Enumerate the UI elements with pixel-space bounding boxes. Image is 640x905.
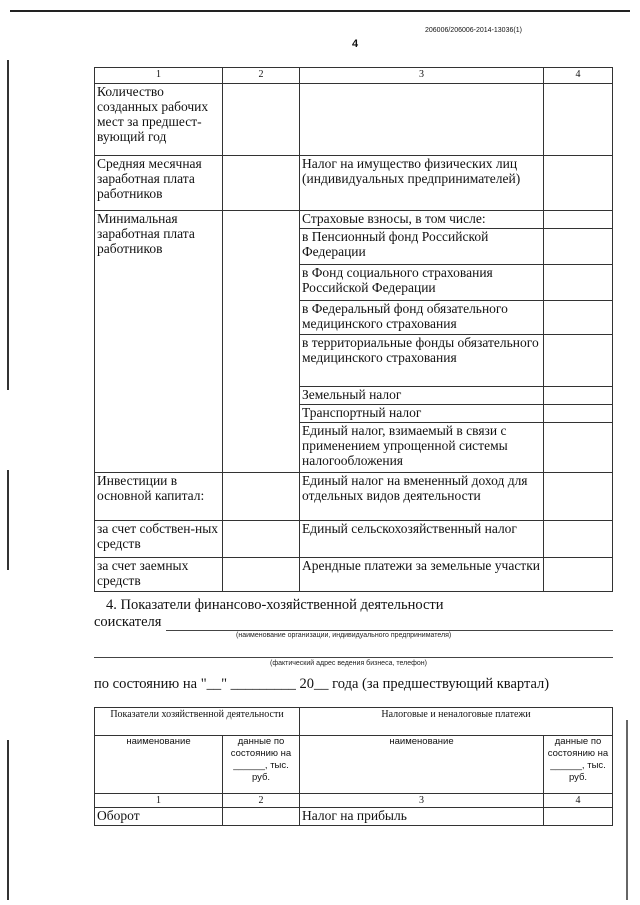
- applicant-label: соискателя: [94, 614, 162, 630]
- address-caption: (фактический адрес ведения бизнеса, телефон): [270, 660, 427, 667]
- table-row: [95, 84, 613, 156]
- value-cell: [544, 211, 613, 229]
- table-row: [95, 473, 613, 521]
- value-cell: [544, 229, 613, 265]
- indicator-cell: Средняя месячная заработная плата работников: [95, 156, 223, 211]
- right-margin-bar: [626, 720, 628, 900]
- column-number: 2: [223, 794, 300, 808]
- data-column-header: данные по состоянию на ______, тыс. руб.: [223, 736, 300, 794]
- value-cell: [223, 84, 300, 156]
- table-row: [95, 808, 613, 826]
- name-column-header: наименование: [95, 736, 223, 794]
- payment-cell: Транспортный налог: [300, 405, 544, 423]
- payments-header: Налоговые и неналоговые платежи: [300, 708, 613, 736]
- indicator-cell: Минимальная заработная плата работников: [95, 211, 223, 473]
- payment-cell: Единый налог, взимаемый в связи с применением упрощенной системы налогообложения: [300, 423, 544, 473]
- page-number: 4: [352, 38, 359, 50]
- column-number: 4: [544, 794, 613, 808]
- table-row: [95, 211, 613, 229]
- value-cell: [544, 387, 613, 405]
- table-row: [95, 558, 613, 592]
- value-cell: [544, 808, 613, 826]
- payment-cell: Арендные платежи за земельные участки: [300, 558, 544, 592]
- value-cell: [223, 808, 300, 826]
- payment-cell: Земельный налог: [300, 387, 544, 405]
- indicator-cell: Инвестиции в основной капитал:: [95, 473, 223, 521]
- value-cell: [544, 558, 613, 592]
- as-of-date-line: по состоянию на "__" _________ 20__ года (за предшествующий квартал): [94, 676, 550, 692]
- table-row: [95, 156, 613, 211]
- indicator-cell: Оборот: [95, 808, 223, 826]
- value-cell: [544, 84, 613, 156]
- table-numbers-row: [95, 794, 613, 808]
- payment-cell: в Федеральный фонд обязательного медицинского страхования: [300, 301, 544, 335]
- value-cell: [544, 423, 613, 473]
- payment-cell: Налог на прибыль: [300, 808, 544, 826]
- column-number: 2: [223, 68, 300, 84]
- payment-cell: Единый сельскохозяйственный налог: [300, 521, 544, 558]
- table-header-row: [95, 68, 613, 84]
- financial-indicators-table: [94, 707, 613, 826]
- table-subheader-row: [95, 736, 613, 794]
- name-column-header: наименование: [300, 736, 544, 794]
- column-number: 3: [300, 68, 544, 84]
- indicators-table: [94, 67, 613, 592]
- column-number: 1: [95, 794, 223, 808]
- left-margin-bar: [7, 740, 9, 900]
- address-line: [94, 657, 613, 658]
- value-cell: [544, 405, 613, 423]
- payment-cell: в Пенсионный фонд Российской Федерации: [300, 229, 544, 265]
- value-cell: [544, 265, 613, 301]
- payment-cell: [300, 84, 544, 156]
- payment-cell: в территориальные фонды обязательного медицинского страхования: [300, 335, 544, 387]
- payment-cell: Страховые взносы, в том числе:: [300, 211, 544, 229]
- document-number: 206006/206006-2014-13036(1): [425, 27, 522, 34]
- top-border-line: [10, 10, 630, 12]
- payment-cell: Единый налог на вмененный доход для отдельных видов деятельности: [300, 473, 544, 521]
- column-number: 1: [95, 68, 223, 84]
- value-cell: [544, 521, 613, 558]
- indicator-cell: Количество созданных рабочих мест за предшест-вующий год: [95, 84, 223, 156]
- indicator-cell: за счет заемных средств: [95, 558, 223, 592]
- business-indicators-header: Показатели хозяйственной деятельности: [95, 708, 300, 736]
- left-margin-bar: [7, 60, 9, 390]
- payment-cell: Налог на имущество физических лиц (индивидуальных предпринимателей): [300, 156, 544, 211]
- value-cell: [544, 156, 613, 211]
- data-column-header: данные по состоянию на ______, тыс. руб.: [544, 736, 613, 794]
- indicator-cell: за счет собствен-ных средств: [95, 521, 223, 558]
- column-number: 4: [544, 68, 613, 84]
- value-cell: [223, 473, 300, 521]
- table-row: [95, 521, 613, 558]
- value-cell: [223, 521, 300, 558]
- org-name-caption: (наименование организации, индивидуального предпринимателя): [236, 632, 452, 639]
- applicant-name-line: [166, 630, 613, 631]
- value-cell: [544, 335, 613, 387]
- value-cell: [223, 211, 300, 473]
- table-group-header-row: [95, 708, 613, 736]
- value-cell: [544, 301, 613, 335]
- value-cell: [223, 558, 300, 592]
- left-margin-bar: [7, 470, 9, 570]
- value-cell: [544, 473, 613, 521]
- column-number: 3: [300, 794, 544, 808]
- value-cell: [223, 156, 300, 211]
- section-4-heading: 4. Показатели финансово-хозяйственной деятельности: [106, 597, 444, 613]
- payment-cell: в Фонд социального страхования Российской Федерации: [300, 265, 544, 301]
